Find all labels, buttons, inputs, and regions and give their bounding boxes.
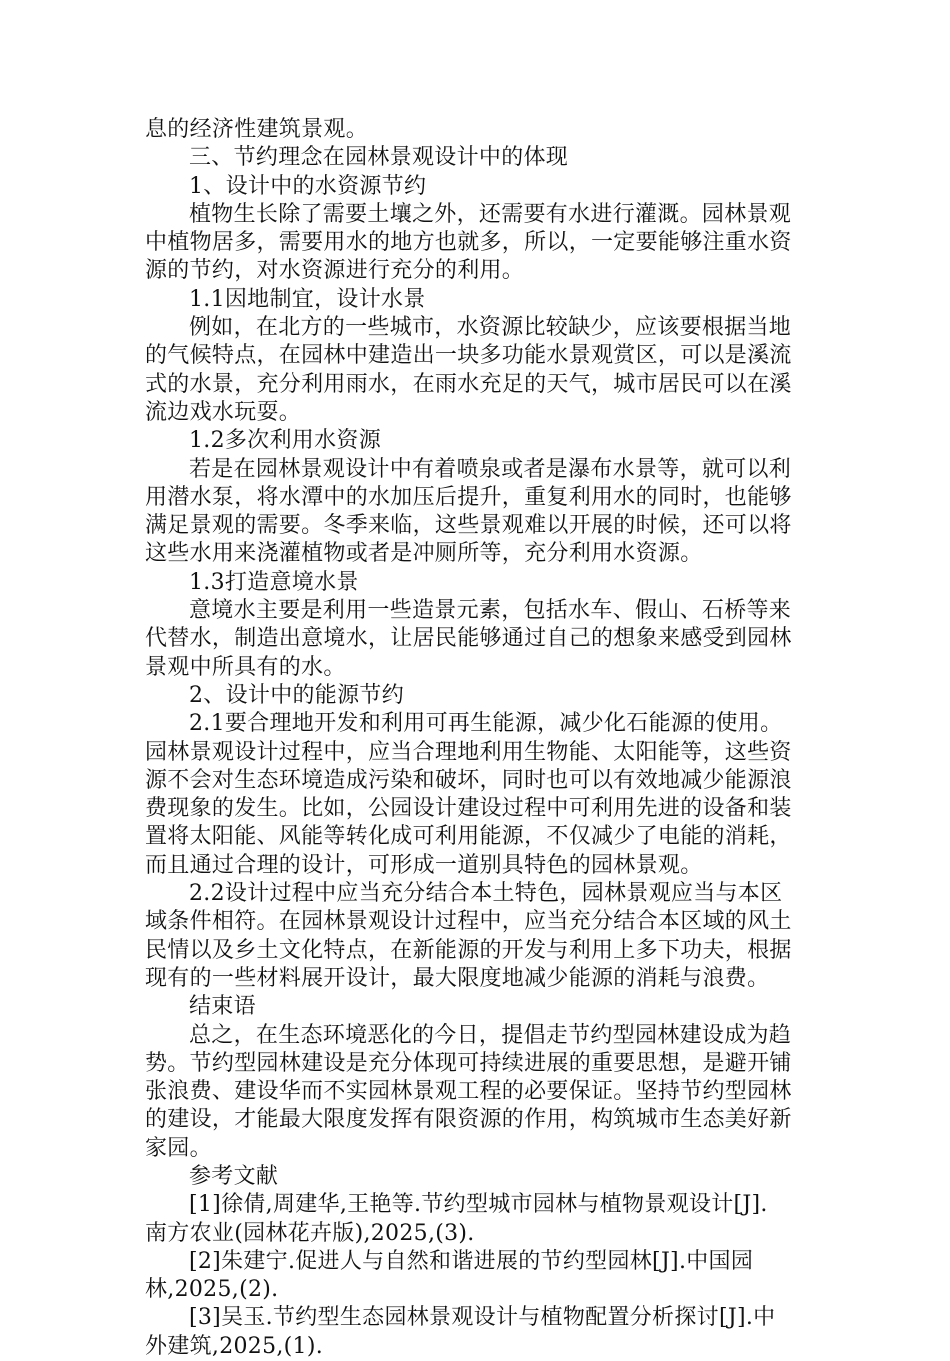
reference-entry: [3]吴玉.节约型生态园林景观设计与植物配置分析探讨[J].中	[189, 1305, 776, 1331]
subsection-heading: 2、设计中的能源节约	[189, 682, 404, 708]
text-line: 2.1要合理地开发和利用可再生能源，减少化石能源的使用。	[189, 711, 783, 737]
references-heading: 参考文献	[189, 1163, 279, 1189]
document-body	[145, 116, 805, 1361]
text-line: 的建设，才能最大限度发挥有限资源的作用，构筑城市生态美好新	[145, 1107, 792, 1133]
text-line: 域条件相符。在园林景观设计过程中，应当充分结合本区域的风土	[145, 909, 792, 935]
text-line: 园林景观设计过程中，应当合理地利用生物能、太阳能等，这些资	[145, 739, 792, 765]
reference-entry: 林,2025,(2).	[145, 1277, 279, 1303]
reference-entry: 外建筑,2025,(1).	[145, 1333, 324, 1359]
section-heading: 三、节约理念在园林景观设计中的体现	[189, 145, 569, 171]
text-line: 民情以及乡土文化特点，在新能源的开发与利用上多下功夫，根据	[145, 937, 792, 963]
text-line: 式的水景，充分利用雨水，在雨水充足的天气，城市居民可以在溪	[145, 371, 792, 397]
subsection-heading: 1.1因地制宜，设计水景	[189, 286, 426, 312]
text-line: 植物生长除了需要土壤之外，还需要有水进行灌溉。园林景观	[189, 201, 792, 227]
text-line: 家园。	[145, 1135, 212, 1161]
text-line: 代替水，制造出意境水，让居民能够通过自己的想象来感受到园林	[145, 626, 792, 652]
text-line: 用潜水泵，将水潭中的水加压后提升，重复利用水的同时，也能够	[145, 484, 792, 510]
text-line: 势。节约型园林建设是充分体现可持续进展的重要思想，是避开铺	[145, 1050, 792, 1076]
text-line: 例如，在北方的一些城市，水资源比较缺少，应该要根据当地	[189, 315, 792, 341]
text-line: 源的节约，对水资源进行充分的利用。	[145, 258, 525, 284]
text-line: 而且通过合理的设计，可形成一道别具特色的园林景观。	[145, 852, 703, 878]
text-line: 中植物居多，需要用水的地方也就多，所以，一定要能够注重水资	[145, 230, 792, 256]
text-line: 置将太阳能、风能等转化成可利用能源，不仅减少了电能的消耗，	[145, 824, 792, 850]
text-line: 总之，在生态环境恶化的今日，提倡走节约型园林建设成为趋	[189, 1022, 792, 1048]
text-line: 费现象的发生。比如，公园设计建设过程中可利用先进的设备和装	[145, 796, 792, 822]
text-line: 息的经济性建筑景观。	[145, 117, 369, 142]
text-line: 满足景观的需要。冬季来临，这些景观难以开展的时候，还可以将	[145, 513, 792, 539]
reference-entry: [1]徐倩,周建华,王艳等.节约型城市园林与植物景观设计[J].	[189, 1192, 768, 1218]
conclusion-heading: 结束语	[189, 994, 256, 1020]
subsection-heading: 1.3打造意境水景	[189, 569, 359, 595]
text-line: 景观中所具有的水。	[145, 654, 346, 680]
text-line: 若是在园林景观设计中有着喷泉或者是瀑布水景等，就可以利	[189, 456, 792, 482]
text-line: 张浪费、建设华而不实园林景观工程的必要保证。坚持节约型园林	[145, 1079, 792, 1105]
text-line: 源不会对生态环境造成污染和破坏，同时也可以有效地减少能源浪	[145, 767, 792, 793]
subsection-heading: 1.2多次利用水资源	[189, 428, 381, 454]
reference-entry: 南方农业(园林花卉版),2025,(3).	[145, 1220, 475, 1246]
text-line: 这些水用来浇灌植物或者是冲厕所等，充分利用水资源。	[145, 541, 703, 567]
text-line: 意境水主要是利用一些造景元素，包括水车、假山、石桥等来	[189, 598, 792, 624]
reference-entry: [2]朱建宁.促进人与自然和谐进展的节约型园林[J].中国园	[189, 1248, 754, 1274]
text-line: 现有的一些材料展开设计，最大限度地减少能源的消耗与浪费。	[145, 965, 770, 991]
text-line: 2.2设计过程中应当充分结合本土特色，园林景观应当与本区	[189, 881, 783, 907]
text-line: 的气候特点，在园林中建造出一块多功能水景观赏区，可以是溪流	[145, 343, 792, 369]
text-line: 流边戏水玩耍。	[145, 399, 302, 425]
subsection-heading: 1、设计中的水资源节约	[189, 173, 427, 199]
